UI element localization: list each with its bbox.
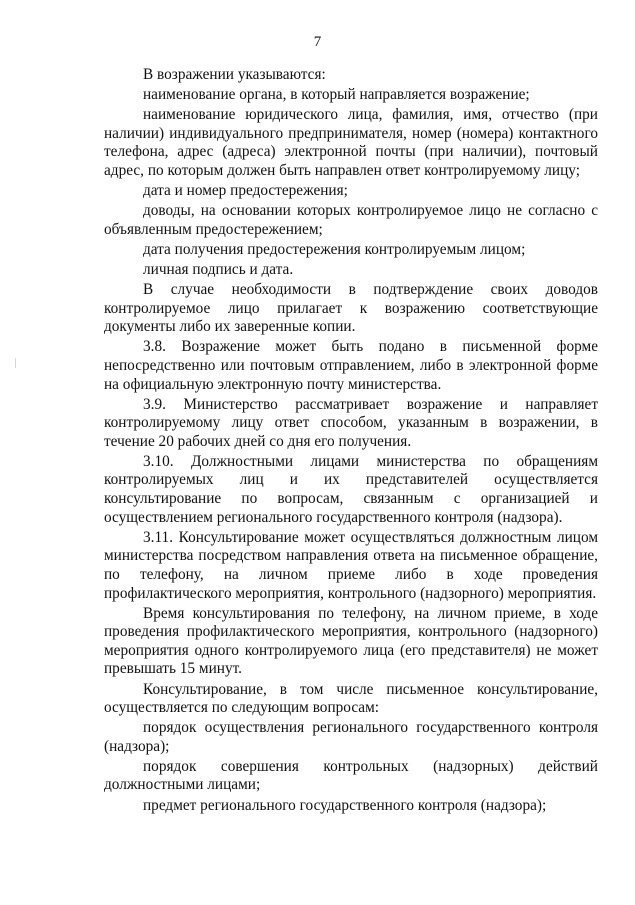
scan-margin-mark xyxy=(15,358,16,368)
document-body xyxy=(104,66,598,815)
paragraph-objection-contents-intro: В возражении указываются: xyxy=(143,66,326,83)
list-item-actions-procedure: порядок совершения контрольных (надзорных) действий должностными лицами; xyxy=(104,757,598,794)
paragraph-applicant-details: наименование юридического лица, фамилия, имя, отчество (при наличии) индивидуального предпринимателя, номер (номера) контактного телефона, адрес (адреса) электронной почты (при наличии), почтовый адрес, по которым должен быть направлен ответ контролируемому лицу; xyxy=(104,106,598,179)
list-item-control-procedure: порядок осуществления регионального государственного контроля (надзора); xyxy=(104,719,598,755)
paragraph-3-10: 3.10. Должностными лицами министерства по обращениям контролируемых лиц и их представителей осуществляется консультирование по вопросам, связанным с организацией и осуществлением регионального государственного контроля (надзора). xyxy=(104,452,598,526)
paragraph-3-8: 3.8. Возражение может быть подано в письменной форме непосредственно или почтовым отправлением, либо в электронной форме на официальную электронную почту министерства. xyxy=(104,338,598,393)
paragraph-warning-date-number: дата и номер предостережения; xyxy=(143,182,348,200)
paragraph-authority-name: наименование органа, в который направляется возражение; xyxy=(143,86,530,104)
list-item-control-subject: предмет регионального государственного контроля (надзора); xyxy=(143,796,547,814)
paragraph-3-11: 3.11. Консультирование может осуществляться должностным лицом министерства посредством направления ответа на письменное обращение, по телефону, на личном приеме либо в ходе проведения профилактического мероприятия, контрольного (надзорного) мероприятия. xyxy=(104,528,598,602)
paragraph-consultation-topics-intro: Консультирование, в том числе письменное консультирование, осуществляется по следующим вопросам: xyxy=(104,680,598,717)
page-number: 7 xyxy=(313,34,322,50)
paragraph-signature-date: личная подпись и дата. xyxy=(143,260,294,278)
paragraph-receipt-date: дата получения предостережения контролируемым лицом; xyxy=(143,240,526,258)
paragraph-3-9: 3.9. Министерство рассматривает возражение и направляет контролируемому лицу ответ способом, указанным в возражении, в течение 20 рабочих дней со дня его получения. xyxy=(104,395,598,450)
paragraph-consultation-duration: Время консультирования по телефону, на личном приеме, в ходе проведения профилактического мероприятия, контрольного (надзорного) мероприятия одного контролируемого лица (его представителя) не может превышать 15 минут. xyxy=(104,604,598,678)
paragraph-supporting-documents: В случае необходимости в подтверждение своих доводов контролируемое лицо прилагает к возражению соответствующие документы либо их заверенные копии. xyxy=(104,281,598,336)
paragraph-arguments: доводы, на основании которых контролируемое лицо не согласно с объявленным предостережением; xyxy=(104,202,598,238)
